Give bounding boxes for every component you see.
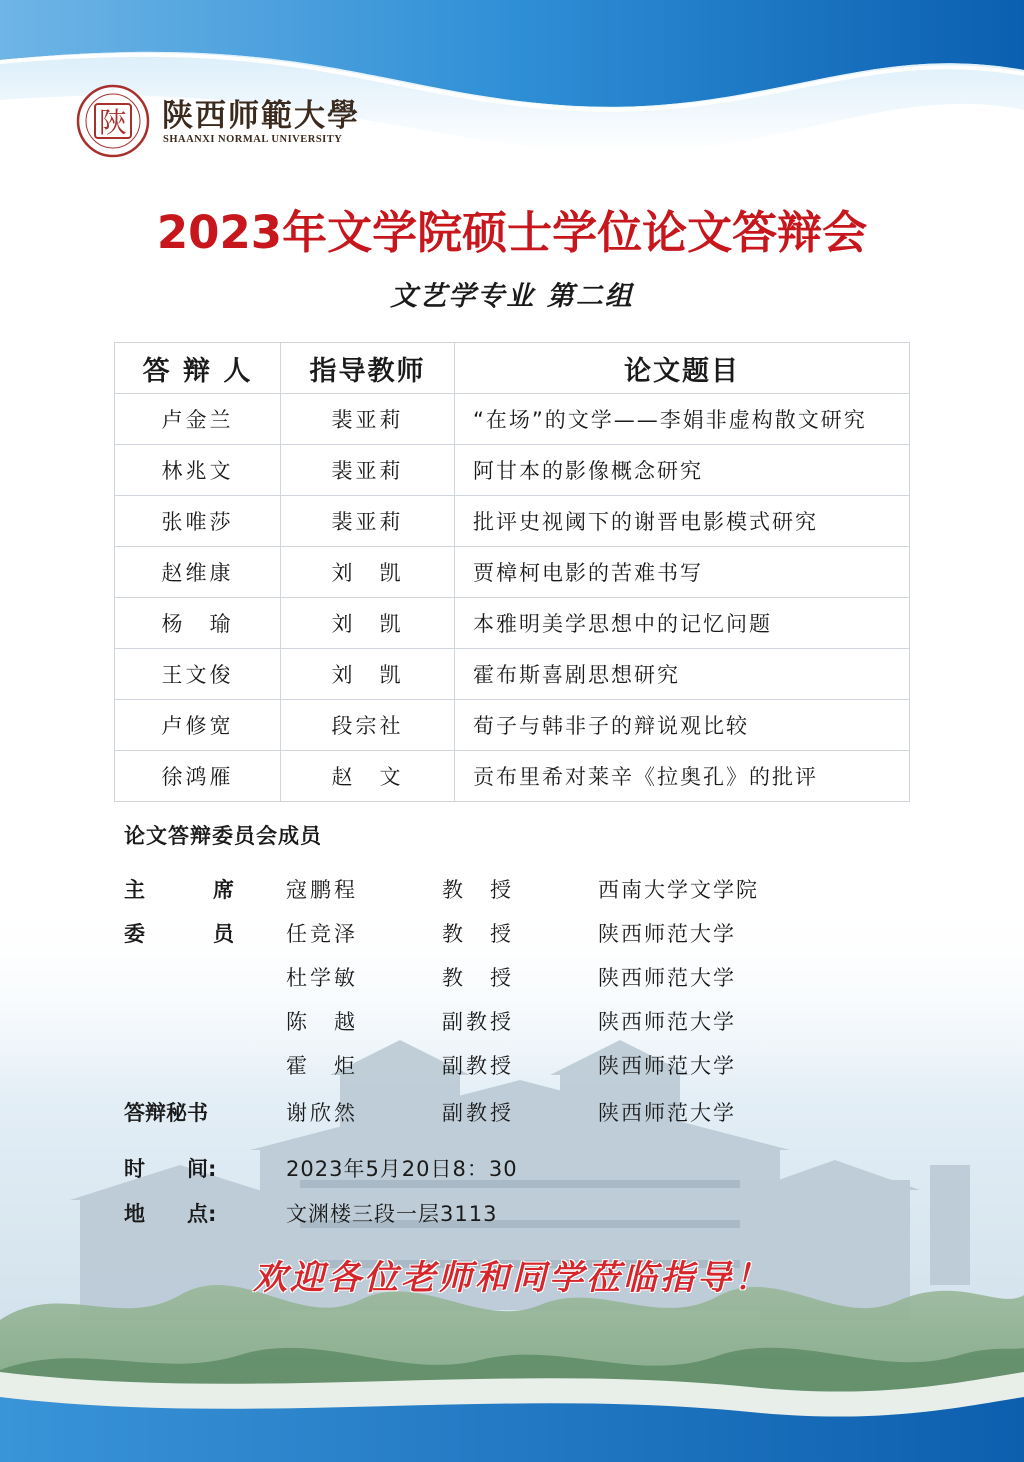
member-rank: 教 授	[442, 966, 514, 990]
student-name: 林兆文	[115, 445, 281, 496]
member-institution: 陕西师范大学	[598, 966, 736, 990]
table-row	[115, 700, 910, 751]
member-name: 任竞泽	[286, 922, 358, 946]
chair-label	[124, 874, 234, 904]
university-seal-icon	[76, 84, 150, 158]
member-name: 杜学敏	[286, 966, 358, 990]
member-name: 寇鹏程	[286, 878, 358, 902]
advisor-name: 段宗社	[281, 700, 455, 751]
university-logo	[76, 84, 376, 160]
student-name: 王文俊	[115, 649, 281, 700]
thesis-title: 批评史视阈下的谢晋电影模式研究	[455, 496, 910, 547]
table-row	[115, 547, 910, 598]
member-institution: 陕西师范大学	[598, 1010, 736, 1034]
table-row	[115, 445, 910, 496]
thesis-title: 本雅明美学思想中的记忆问题	[455, 598, 910, 649]
advisor-name: 裴亚莉	[281, 496, 455, 547]
page-title: 2023年文学院硕士学位论文答辩会	[156, 206, 868, 259]
thesis-title: 贡布里希对莱辛《拉奥孔》的批评	[455, 751, 910, 802]
header-thesis-title: 论文题目	[455, 343, 910, 394]
defense-schedule-table	[114, 342, 910, 802]
student-name: 赵维康	[115, 547, 281, 598]
member-institution: 西南大学文学院	[598, 878, 759, 902]
member-institution: 陕西师范大学	[598, 922, 736, 946]
thesis-title: “在场”的文学——李娟非虚构散文研究	[455, 394, 910, 445]
secretary-label: 答辩秘书	[124, 1101, 208, 1125]
table-row	[115, 598, 910, 649]
table-header-row	[115, 343, 910, 394]
header-advisor: 指导教师	[281, 343, 455, 394]
member-rank: 副教授	[442, 1010, 514, 1034]
place-label: 地 点:	[124, 1202, 217, 1226]
secretary-institution: 陕西师范大学	[598, 1101, 736, 1125]
page-subtitle: 文艺学专业 第二组	[390, 281, 634, 312]
bottom-wave-background	[0, 1342, 1024, 1462]
advisor-name: 裴亚莉	[281, 445, 455, 496]
member-label	[124, 918, 234, 948]
advisor-name: 裴亚莉	[281, 394, 455, 445]
student-name: 卢金兰	[115, 394, 281, 445]
welcome-slogan: 欢迎各位老师和同学莅临指导！	[253, 1258, 771, 1298]
advisor-name: 刘 凯	[281, 598, 455, 649]
table-row	[115, 649, 910, 700]
member-rank: 教 授	[442, 878, 514, 902]
member-rank: 副教授	[442, 1054, 514, 1078]
committee-heading: 论文答辩委员会成员	[124, 824, 322, 848]
advisor-name: 刘 凯	[281, 547, 455, 598]
thesis-title: 荀子与韩非子的辩说观比较	[455, 700, 910, 751]
thesis-title: 霍布斯喜剧思想研究	[455, 649, 910, 700]
member-label-char: 员	[213, 922, 234, 946]
university-name-cn: 陕西师範大學	[162, 98, 360, 134]
member-institution: 陕西师范大学	[598, 1054, 736, 1078]
table-row	[115, 751, 910, 802]
place-value: 文渊楼三段一层3113	[286, 1202, 498, 1226]
student-name: 卢修宽	[115, 700, 281, 751]
chair-label-char: 主	[124, 878, 145, 902]
secretary-name: 谢欣然	[286, 1101, 358, 1125]
chair-label-char: 席	[213, 878, 234, 902]
student-name: 杨 瑜	[115, 598, 281, 649]
member-rank: 教 授	[442, 922, 514, 946]
advisor-name: 赵 文	[281, 751, 455, 802]
table-row	[115, 496, 910, 547]
time-label: 时 间:	[124, 1157, 217, 1181]
student-name: 张唯莎	[115, 496, 281, 547]
thesis-title: 贾樟柯电影的苦难书写	[455, 547, 910, 598]
university-name-en: SHAANXI NORMAL UNIVERSITY	[163, 134, 343, 145]
header-student: 答 辩 人	[115, 343, 281, 394]
thesis-title: 阿甘本的影像概念研究	[455, 445, 910, 496]
svg-text:陝: 陝	[98, 106, 128, 139]
secretary-rank: 副教授	[442, 1101, 514, 1125]
table-row	[115, 394, 910, 445]
member-name: 霍 炬	[286, 1054, 358, 1078]
member-name: 陈 越	[286, 1010, 358, 1034]
student-name: 徐鸿雁	[115, 751, 281, 802]
member-label-char: 委	[124, 922, 145, 946]
advisor-name: 刘 凯	[281, 649, 455, 700]
time-value: 2023年5月20日8：30	[286, 1157, 518, 1181]
